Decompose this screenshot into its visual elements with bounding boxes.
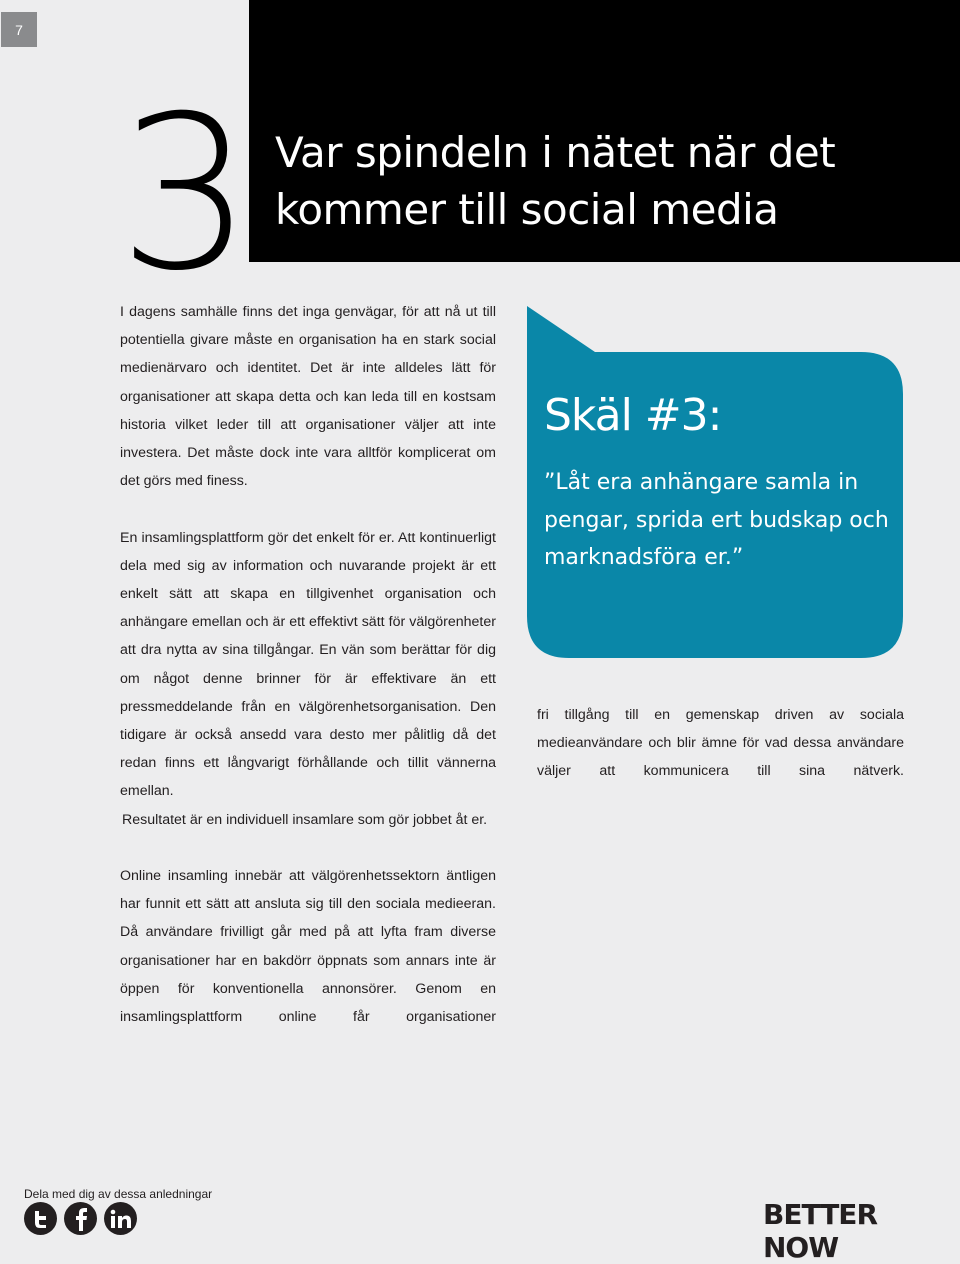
page-number: 7 xyxy=(1,12,37,47)
better-now-logo: BETTER NOW xyxy=(763,1198,877,1264)
reason-callout xyxy=(527,306,903,658)
left-column xyxy=(120,298,496,1059)
title-line-1: Var spindeln i nätet när det xyxy=(275,128,836,177)
callout-quote: ”Låt era anhängare samla in pengar, sprida ert budskap och marknadsföra er.” xyxy=(544,470,889,570)
paragraph-continued: fri tillgång till en gemenskap driven av sociala medieanvändare och blir ämne för vad dessa användare väljer att kommunicera till sina nätverk. xyxy=(537,707,904,780)
chapter-number: 3 xyxy=(118,70,247,317)
title-banner xyxy=(249,0,960,262)
callout-heading: Skäl #3: xyxy=(544,390,722,441)
facebook-icon[interactable] xyxy=(64,1202,97,1235)
paragraph-platform-result: Resultatet är en individuell insamlare som gör jobbet åt er. xyxy=(122,811,488,828)
paragraph-online: Online insamling innebär att välgörenhetssektorn äntligen har funnit ett sätt att ansluta sig till den sociala medieeran. Då användare frivilligt går med på att lyfta fram diverse organisationer har en bakdörr öppnats som annars inte är öppen för konventionella annonsörer. Genom en insamlingsplattform online får organisationer xyxy=(120,868,496,1026)
title-line-2: kommer till social media xyxy=(275,185,779,234)
right-column xyxy=(537,701,904,786)
linkedin-icon[interactable] xyxy=(104,1202,137,1235)
paragraph-intro: I dagens samhälle finns det inga genvägar, för att nå ut till potentiella givare måste en organisation ha en stark social medienärvaro och identitet. Det är inte alldeles lätt för organisationer att skapa detta och kan leda till en kostsam historia vilket leder till att organisationer väljer att inte investera. Det måste dock inte vara alltför komplicerat om det görs med finess. xyxy=(120,304,496,490)
paragraph-platform: En insamlingsplattform gör det enkelt för er. Att kontinuerligt dela med sig av information och nuvarande projekt är ett enkelt sätt att skapa en tillgivenhet organisation och anhängare emellan och är ett effektivt sätt för välgörenheter att dra nytta av sina tillgångar. En vän som berättar för dig om något denne brinner för är effektivare än ett pressmeddelande från en välgörenhetsorganisation. Den tidigare är också ansedd vara desto mer pålitlig då det redan finns ett långvarigt förhållande och tillit vännerna emellan. xyxy=(120,529,496,800)
page-title xyxy=(275,124,835,238)
social-links xyxy=(24,1202,137,1235)
share-label: Dela med dig av dessa anledningar xyxy=(24,1187,213,1201)
twitter-icon[interactable] xyxy=(24,1202,57,1235)
